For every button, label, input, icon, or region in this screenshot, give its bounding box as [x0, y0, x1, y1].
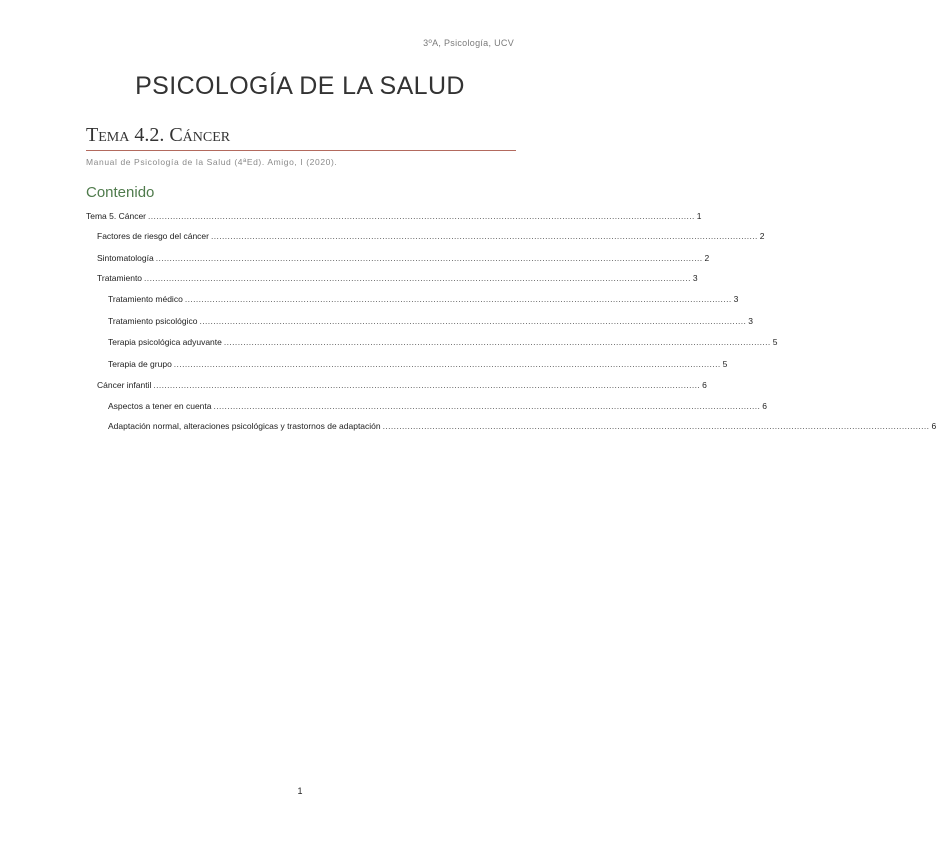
toc-leader: ...................................................................................................................................................................................................... [199, 316, 747, 326]
toc-entry[interactable] [86, 355, 728, 369]
toc-entry[interactable] [86, 312, 753, 326]
toc-leader: ...................................................................................................................................................................................................... [155, 253, 703, 263]
toc-entry[interactable] [86, 249, 710, 263]
toc-leader: ...................................................................................................................................................................................................... [213, 401, 761, 411]
toc-entry-label: Tratamiento [97, 273, 143, 283]
toc-entry[interactable] [86, 417, 936, 431]
toc-entry-label: Tema 5. Cáncer [86, 211, 146, 221]
toc-entry[interactable] [86, 333, 778, 347]
toc-leader: ...................................................................................................................................................................................................... [210, 231, 758, 241]
toc-leader: ...................................................................................................................................................................................................... [144, 273, 691, 283]
toc-leader: ...................................................................................................................................................................................................... [173, 359, 721, 369]
reference-citation: Manual de Psicología de la Salud (4ªEd). Amigo, I (2020). [86, 157, 338, 167]
toc-leader: ...................................................................................................................................................................................................... [382, 421, 930, 431]
toc-heading: Contenido [86, 184, 155, 201]
toc-entry-label: Adaptación normal, alteraciones psicológicas y trastornos de adaptación [108, 421, 381, 431]
toc-entry-label: Cáncer infantil [97, 380, 152, 390]
toc-entry-label: Terapia de grupo [108, 359, 172, 369]
section-divider [86, 150, 516, 151]
toc-entry-label: Sintomatología [97, 253, 154, 263]
toc-leader: ...................................................................................................................................................................................................... [148, 211, 695, 221]
toc-entry-page: 6 [931, 421, 936, 431]
toc-entry-page: 2 [704, 253, 710, 263]
toc-entry[interactable] [86, 397, 768, 411]
toc-entry-label: Tratamiento médico [108, 294, 183, 304]
toc-entry-page: 3 [748, 316, 753, 326]
toc-entry-page: 2 [759, 231, 765, 241]
toc-entry[interactable] [86, 269, 698, 283]
toc-entry-label: Factores de riesgo del cáncer [97, 231, 209, 241]
toc-entry-label: Tratamiento psicológico [108, 316, 198, 326]
page-number: 1 [297, 786, 303, 796]
toc-entry-page: 5 [772, 337, 778, 347]
document-title: PSICOLOGÍA DE LA SALUD [135, 72, 465, 100]
toc-entry[interactable] [86, 227, 765, 241]
header-course-info: 3ºA, Psicología, UCV [423, 38, 514, 48]
toc-entry-page: 6 [702, 380, 707, 390]
toc-entry-page: 3 [733, 294, 739, 304]
toc-entry-page: 5 [722, 359, 728, 369]
toc-leader: ...................................................................................................................................................................................................... [153, 380, 701, 390]
toc-entry-page: 3 [692, 273, 698, 283]
toc-entry-label: Terapia psicológica adyuvante [108, 337, 222, 347]
toc-entry-page: 1 [696, 211, 702, 221]
toc-entry[interactable] [86, 376, 707, 390]
toc-entry-page: 6 [762, 401, 768, 411]
toc-entry-label: Aspectos a tener en cuenta [108, 401, 212, 411]
toc-leader: ...................................................................................................................................................................................................... [184, 294, 732, 304]
toc-entry[interactable] [86, 207, 702, 221]
toc-leader: ...................................................................................................................................................................................................... [223, 337, 771, 347]
toc-entry[interactable] [86, 290, 739, 304]
section-title: Tema 4.2. Cáncer [86, 124, 231, 146]
